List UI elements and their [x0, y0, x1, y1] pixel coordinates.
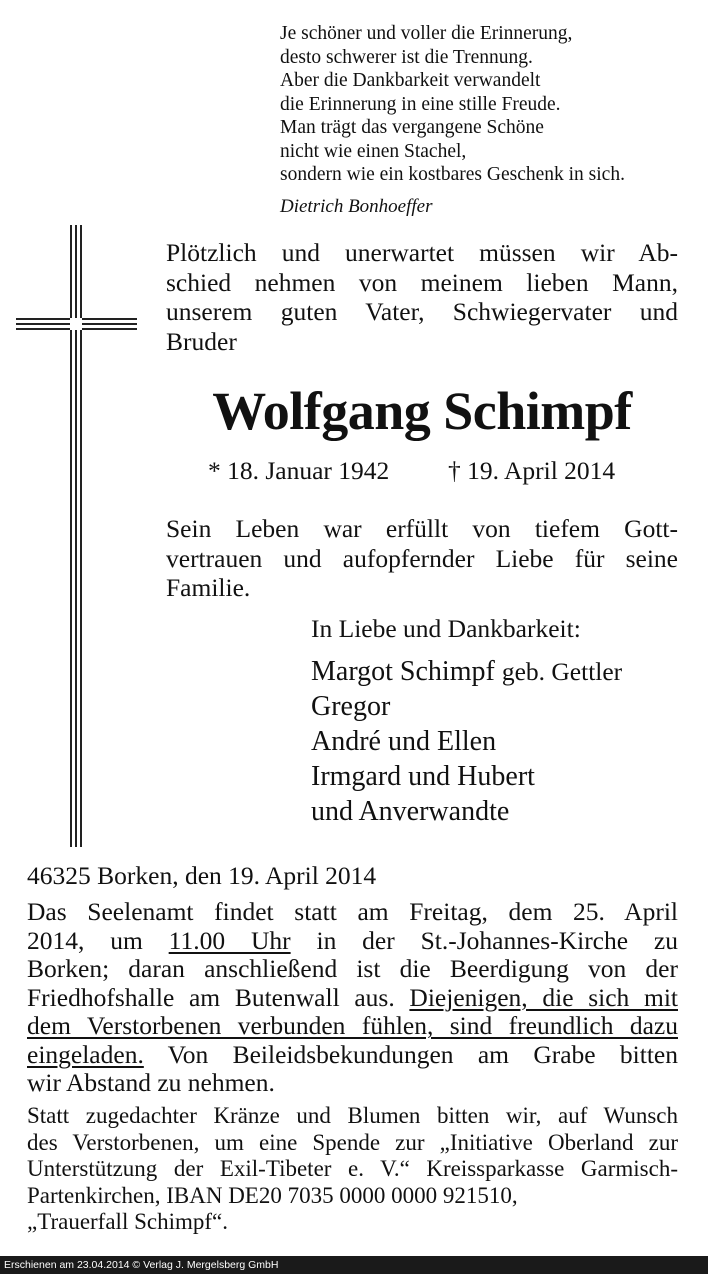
mourners-heading: In Liebe und Dankbarkeit:: [311, 614, 581, 643]
service-line: [27, 927, 678, 956]
service-line: [27, 984, 678, 1013]
donation-line: des Verstorbenen, um eine Spende zur „Initiative Oberland zur: [27, 1129, 678, 1155]
donation-line: „Trauerfall Schimpf“.: [27, 1209, 228, 1234]
intro-text: [166, 238, 678, 356]
donation-text: [27, 1103, 678, 1236]
mourner-row: und Anverwandte: [311, 796, 510, 827]
death-date: † 19. April 2014: [448, 456, 616, 485]
service-line: wir Abstand zu nehmen.: [27, 1068, 275, 1097]
mourner-row: [311, 654, 622, 689]
service-line: Borken; daran anschließend ist die Beerdigung von der: [27, 954, 678, 983]
poem-line: Aber die Dankbarkeit verwandelt: [280, 70, 541, 91]
service-text-part: Von Beileidsbekundungen am Grabe bitten: [143, 1039, 678, 1069]
intro-line: Plötzlich und unerwartet müssen wir Ab-: [166, 238, 678, 267]
poem-line: desto schwerer ist die Trennung.: [280, 46, 533, 68]
invitation-underlined: dem Verstorbenen verbunden fühlen, sind freundlich dazu: [27, 1011, 678, 1040]
birth-date: * 18. Januar 1942: [208, 456, 390, 485]
life-line: vertrauen und aufopfernder Liebe für seine: [166, 543, 678, 573]
invitation-underlined: eingeladen.: [27, 1039, 144, 1069]
deceased-name: Wolfgang Schimpf: [212, 381, 632, 441]
service-line: [27, 1012, 678, 1041]
poem: [280, 22, 700, 187]
poem-line: die Erinnerung in eine stille Freude.: [280, 93, 561, 115]
life-line: Familie.: [166, 573, 251, 602]
service-text-part: in der St.-Johannes-Kirche zu: [290, 925, 678, 955]
life-line: Sein Leben war erfüllt von tiefem Gott-: [166, 514, 678, 543]
service-text-part: Friedhofshalle am Butenwall aus.: [27, 982, 410, 1012]
poem-line: Je schöner und voller die Erinnerung,: [280, 23, 573, 44]
poem-line: sondern wie ein kostbares Geschenk in sich.: [280, 164, 625, 185]
intro-line: Bruder: [166, 326, 237, 356]
mourner-row: André und Ellen: [311, 726, 497, 757]
mourner-maiden-name: geb. Gettler: [501, 657, 623, 686]
publication-footer: Erschienen am 23.04.2014 © Verlag J. Mergelsberg GmbH: [0, 1256, 708, 1274]
place-date: 46325 Borken, den 19. April 2014: [27, 861, 377, 890]
intro-line: schied nehmen von meinem lieben Mann,: [166, 267, 678, 297]
donation-line: Partenkirchen, IBAN DE20 7035 0000 0000 921510,: [27, 1182, 518, 1208]
service-text: [27, 898, 678, 1098]
service-time: 11.00 Uhr: [168, 925, 291, 955]
intro-line: unserem guten Vater, Schwiegervater und: [166, 297, 678, 326]
donation-line: Unterstützung der Exil-Tibeter e. V.“ Kreissparkasse Garmisch-: [27, 1156, 678, 1181]
service-line: [27, 1041, 678, 1070]
mourner-name: Margot Schimpf: [311, 656, 495, 687]
poem-author: Dietrich Bonhoeffer: [280, 196, 433, 217]
mourners-list: [311, 654, 622, 829]
poem-line: nicht wie einen Stachel,: [280, 140, 467, 162]
invitation-underlined: Diejenigen, die sich mit: [409, 982, 678, 1012]
poem-line: Man trägt das vergangene Schöne: [280, 117, 544, 138]
cross-center: [70, 318, 82, 330]
life-text: [166, 514, 678, 603]
service-line: Das Seelenamt findet statt am Freitag, dem 25. April: [27, 897, 678, 926]
donation-line: Statt zugedachter Kränze und Blumen bitten wir, auf Wunsch: [27, 1103, 678, 1128]
service-text-part: 2014, um: [27, 925, 169, 955]
mourner-row: Gregor: [311, 691, 391, 722]
mourner-row: Irmgard und Hubert: [311, 761, 535, 792]
